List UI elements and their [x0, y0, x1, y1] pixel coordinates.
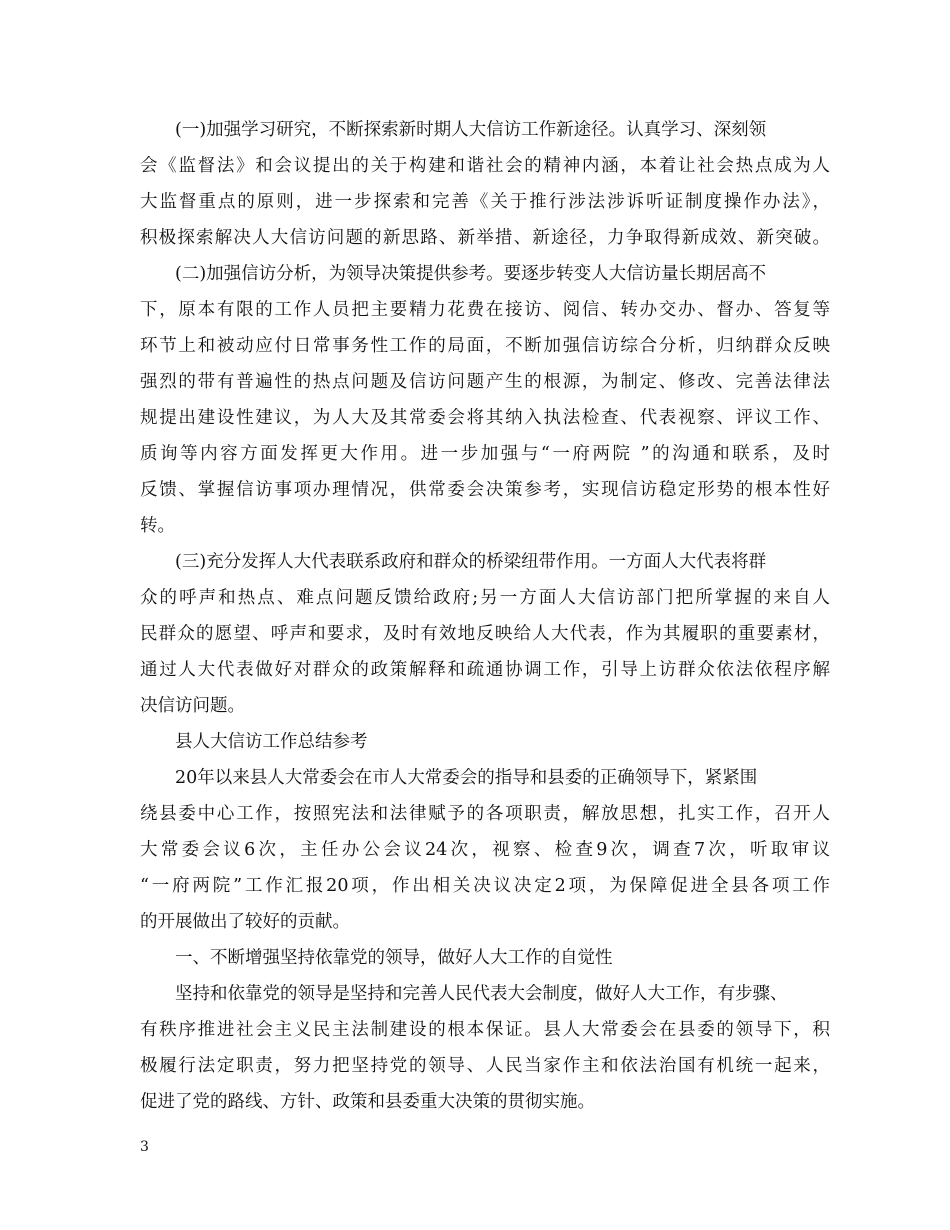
paragraph-5-line-2: 有秩序推进社会主义民主法制建设的根本保证。县人大常委会在县委的领导下，积	[140, 1020, 830, 1040]
subsection-heading: 一、不断增强坚持依靠党的领导，做好人大工作的自觉性	[175, 948, 613, 968]
section-title: 县人大信访工作总结参考	[175, 732, 368, 752]
paragraph-4-line-5: 的开展做出了较好的贡献。	[140, 912, 350, 932]
paragraph-5-line-3: 极履行法定职责，努力把坚持党的领导、人民当家作主和依法治国有机统一起来，	[140, 1056, 830, 1076]
paragraph-2-line-4: 强烈的带有普遍性的热点问题及信访问题产生的根源，为制定、修改、完善法律法	[140, 372, 830, 392]
paragraph-4-line-2: 绕县委中心工作，按照宪法和法律赋予的各项职责，解放思想，扎实工作，召开人	[140, 804, 830, 824]
paragraph-3-line-2: 众的呼声和热点、难点问题反馈给政府;另一方面人大信访部门把所掌握的来自人	[140, 588, 830, 608]
paragraph-2-line-5: 规提出建设性建议，为人大及其常委会将其纳入执法检查、代表视察、评议工作、	[140, 408, 830, 428]
paragraph-3-line-3: 民群众的愿望、呼声和要求，及时有效地反映给人大代表，作为其履职的重要素材，	[140, 624, 830, 644]
paragraph-2-line-3: 环节上和被动应付日常事务性工作的局面，不断加强信访综合分析，归纳群众反映	[140, 336, 830, 356]
paragraph-1-line-2: 会《监督法》和会议提出的关于构建和谐社会的精神内涵，本着让社会热点成为人	[140, 156, 830, 176]
paragraph-4-line-3: 大常委会议6次，主任办公会议24次，视察、检查9次，调查7次，听取审议	[140, 840, 830, 860]
paragraph-2-line-2: 下，原本有限的工作人员把主要精力花费在接访、阅信、转办交办、督办、答复等	[140, 300, 830, 320]
paragraph-1-line-4: 积极探索解决人大信访问题的新思路、新举措、新途径，力争取得新成效、新突破。	[140, 228, 830, 248]
page-number: 3	[140, 1139, 149, 1155]
paragraph-2-line-8: 转。	[140, 516, 175, 536]
paragraph-1-line-3: 大监督重点的原则，进一步探索和完善《关于推行涉法涉诉听证制度操作办法》，	[140, 192, 830, 212]
paragraph-3-line-5: 决信访问题。	[140, 696, 245, 716]
paragraph-4-line-4: “一府两院”工作汇报20项，作出相关决议决定2项，为保障促进全县各项工作	[140, 876, 830, 896]
paragraph-4-line-1: 20年以来县人大常委会在市人大常委会的指导和县委的正确领导下，紧紧围	[175, 768, 758, 788]
paragraph-5-line-1: 坚持和依靠党的领导是坚持和完善人民代表大会制度，做好人大工作，有步骤、	[175, 984, 788, 1004]
paragraph-1-line-1: (一)加强学习研究，不断探索新时期人大信访工作新途径。认真学习、深刻领	[175, 120, 767, 140]
paragraph-2-line-6: 质询等内容方面发挥更大作用。进一步加强与“一府两院 ”的沟通和联系，及时	[140, 444, 830, 464]
paragraph-3-line-1: (三)充分发挥人大代表联系政府和群众的桥梁纽带作用。一方面人大代表将群	[175, 552, 767, 572]
paragraph-5-line-4: 促进了党的路线、方针、政策和县委重大决策的贯彻实施。	[140, 1092, 595, 1112]
paragraph-3-line-4: 通过人大代表做好对群众的政策解释和疏通协调工作，引导上访群众依法依程序解	[140, 660, 830, 680]
paragraph-2-line-1: (二)加强信访分析，为领导决策提供参考。要逐步转变人大信访量长期居高不	[175, 264, 767, 284]
paragraph-2-line-7: 反馈、掌握信访事项办理情况，供常委会决策参考，实现信访稳定形势的根本性好	[140, 480, 830, 500]
